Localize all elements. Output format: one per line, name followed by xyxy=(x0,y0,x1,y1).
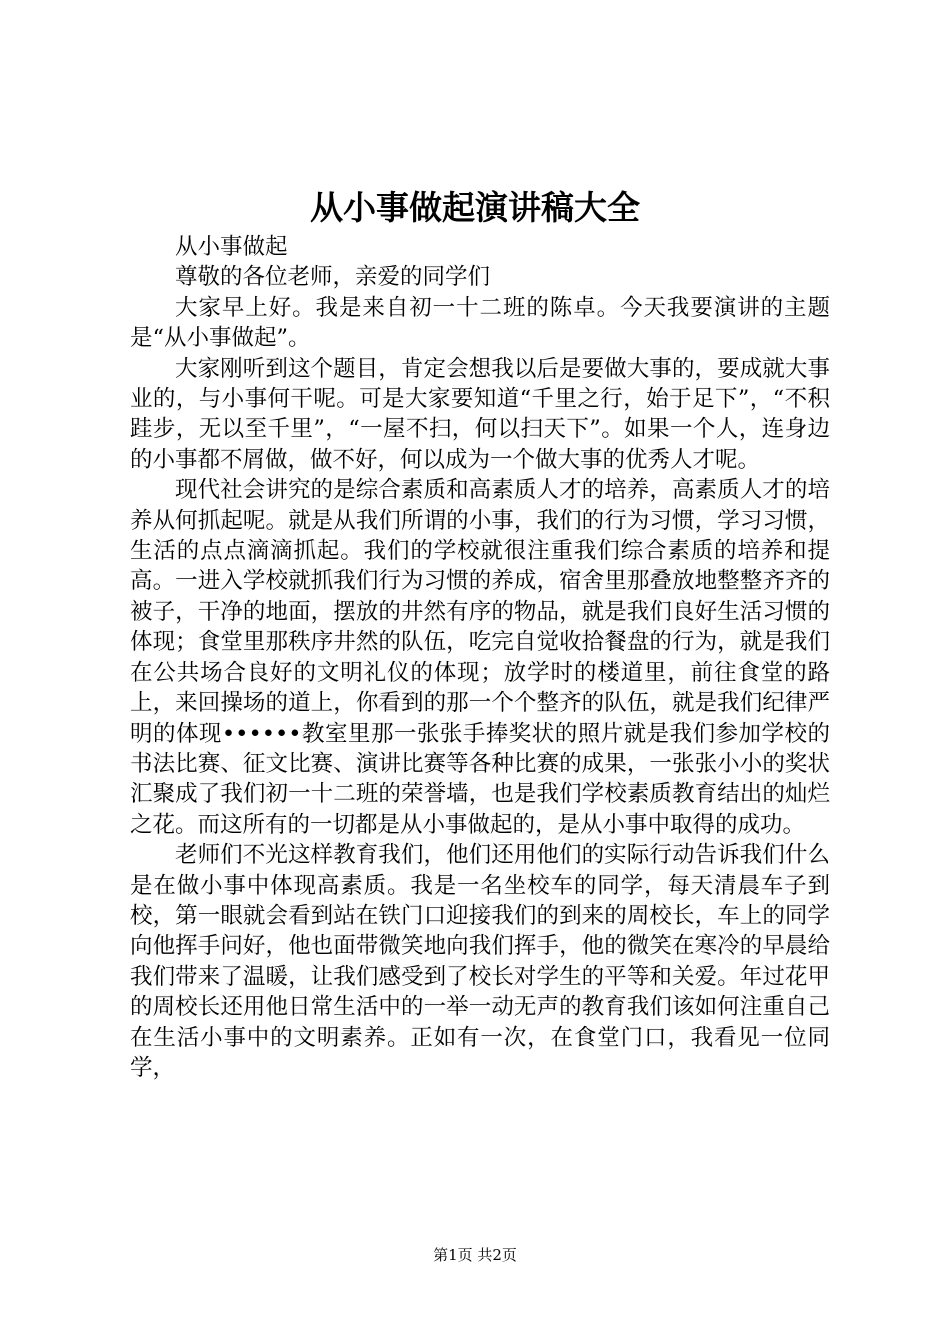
paragraph-salutation: 尊敬的各位老师，亲爱的同学们 xyxy=(175,264,491,291)
paragraph-greeting: 大家早上好。我是来自初一十二班的陈卓。今天我要演讲的主题是“从小事做起”。 xyxy=(130,294,830,352)
paragraph-topic: 大家刚听到这个题目，肯定会想我以后是要做大事的，要成就大事业的，与小事何干呢。可是大家要知道“千里之行，始于足下”，“不积跬步，无以至千里”，“一屋不扫，何以扫天下”。如果一个人，连身边的小事都不屑做，做不好，何以成为一个做大事的优秀人才呢。 xyxy=(130,355,830,473)
document-title: 从小事做起演讲稿大全 xyxy=(310,188,640,227)
paragraph-heading: 从小事做起 xyxy=(175,234,288,260)
page-footer: 第1页 共2页 xyxy=(433,1246,517,1264)
document-body xyxy=(130,232,830,1083)
paragraph-school-quality: 现代社会讲究的是综合素质和高素质人才的培养，高素质人才的培养从何抓起呢。就是从我们所谓的小事，我们的行为习惯，学习习惯，生活的点点滴滴抓起。我们的学校就很注重我们综合素质的培养和提高。一进入学校就抓我们行为习惯的养成，宿舍里那叠放地整整齐齐的被子，干净的地面，摆放的井然有序的物品，就是我们良好生活习惯的体现；食堂里那秩序井然的队伍，吃完自觉收拾餐盘的行为，就是我们在公共场合良好的文明礼仪的体现；放学时的楼道里，前往食堂的路上，来回操场的道上，你看到的那一个个整齐的队伍，就是我们纪律严明的体现••••••教室里那一张张手捧奖状的照片就是我们参加学校的书法比赛、征文比赛、演讲比赛等各种比赛的成果，一张张小小的奖状汇聚成了我们初一十二班的荣誉墙，也是我们学校素质教育结出的灿烂之花。而这所有的一切都是从小事做起的，是从小事中取得的成功。 xyxy=(130,477,830,838)
paragraph-teachers: 老师们不光这样教育我们，他们还用他们的实际行动告诉我们什么是在做小事中体现高素质。我是一名坐校车的同学，每天清晨车子到校，第一眼就会看到站在铁门口迎接我们的到来的周校长，车上的同学向他挥手问好，他也面带微笑地向我们挥手，他的微笑在寒冷的早晨给我们带来了温暖，让我们感受到了校长对学生的平等和关爱。年过花甲的周校长还用他日常生活中的一举一动无声的教育我们该如何注重自己在生活小事中的文明素养。正如有一次，在食堂门口，我看见一位同学， xyxy=(130,842,830,1081)
